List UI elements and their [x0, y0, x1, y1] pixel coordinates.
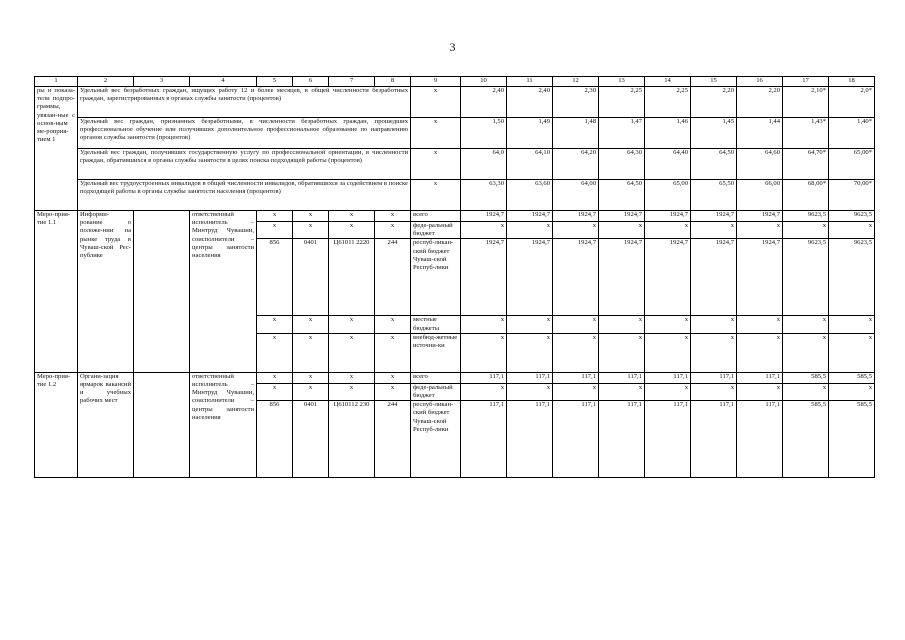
indicator-value: 64,0 [461, 149, 507, 180]
indicator-value: 1,49 [507, 118, 553, 149]
funding-value: x [691, 383, 737, 400]
header-cell: 5 [257, 77, 293, 87]
header-row [35, 77, 875, 87]
indicator-value: 1,45 [691, 118, 737, 149]
budget-code: Ц610112 230 [329, 401, 375, 478]
funding-value: x [829, 222, 875, 239]
indicator-value: 1,43* [783, 118, 829, 149]
measure-title: Информи-рование о положе-нии на рынке труда в Чуваш-ской Рес-публике [78, 211, 134, 373]
funding-value: 1924,7 [553, 239, 599, 316]
indicator-value: 64,00 [553, 180, 599, 211]
indicator-description: Удельный вес граждан, получивших государственную услугу по профессиональной ориентации, в численности граждан, обратившихся в органы службы занятости в целях поиска подходящей работы (процентов) [78, 149, 411, 180]
funding-value: 1924,7 [599, 239, 645, 316]
budget-code: x [293, 333, 329, 372]
funding-value: 1924,7 [553, 211, 599, 222]
budget-code: x [293, 222, 329, 239]
funding-value: x [599, 333, 645, 372]
budget-code: x [293, 211, 329, 222]
funding-value: x [829, 383, 875, 400]
indicator-row [35, 180, 875, 211]
indicator-value: 2,0* [829, 87, 875, 118]
funding-value: x [645, 333, 691, 372]
budget-code: 0401 [293, 239, 329, 316]
funding-value: 1924,7 [507, 239, 553, 316]
indicator-value: 64,20 [553, 149, 599, 180]
funding-value: 117,1 [645, 372, 691, 383]
funding-value: x [461, 222, 507, 239]
funding-value: x [599, 383, 645, 400]
header-cell: 3 [134, 77, 190, 87]
indicator-value: 2,30 [553, 87, 599, 118]
indicator-description: Удельный вес граждан, признанных безработными, в численности безработных граждан, прошедших профессиональное обучение или получивших дополнительное профессиональное образование по направлению органов службы занятости (процентов) [78, 118, 411, 149]
funding-value: 1924,7 [645, 211, 691, 222]
header-cell: 1 [35, 77, 78, 87]
budget-code: x [375, 333, 411, 372]
funding-value: 117,1 [599, 372, 645, 383]
header-cell: 11 [507, 77, 553, 87]
budget-code: x [293, 316, 329, 333]
funding-source: всего [411, 211, 461, 222]
header-cell: 16 [737, 77, 783, 87]
funding-value: 117,1 [461, 401, 507, 478]
funding-source: респуб-ликан-ский бюджет Чуваш-ской Респуб-лики [411, 239, 461, 316]
indicator-value: 1,47 [599, 118, 645, 149]
funding-source: внебюд-жетные источни-ки [411, 333, 461, 372]
funding-value: 585,5 [783, 401, 829, 478]
header-cell: 10 [461, 77, 507, 87]
indicator-mark: x [411, 149, 461, 180]
budget-code: x [257, 211, 293, 222]
funding-value: x [507, 316, 553, 333]
indicator-value: 65,00* [829, 149, 875, 180]
budget-code: x [293, 383, 329, 400]
header-cell: 2 [78, 77, 134, 87]
indicator-value: 63,60 [507, 180, 553, 211]
funding-value: x [507, 333, 553, 372]
funding-value: 117,1 [507, 401, 553, 478]
funding-value: 117,1 [737, 401, 783, 478]
funding-value: 9623,5 [783, 239, 829, 316]
indicator-mark: x [411, 87, 461, 118]
indicator-value: 2,40 [507, 87, 553, 118]
indicator-value: 66,00 [737, 180, 783, 211]
indicator-mark: x [411, 180, 461, 211]
budget-code: x [257, 383, 293, 400]
funding-source: феде-ральный бюджет [411, 383, 461, 400]
indicator-value: 64,50 [599, 180, 645, 211]
indicator-value: 1,48 [553, 118, 599, 149]
budget-code: x [257, 372, 293, 383]
measure-label: Меро-прия-тие 1.1 [35, 211, 78, 373]
funding-value: x [645, 222, 691, 239]
funding-source: местные бюджеты [411, 316, 461, 333]
indicator-value: 64,40 [645, 149, 691, 180]
funding-value: x [691, 316, 737, 333]
funding-value: x [553, 333, 599, 372]
header-cell: 7 [329, 77, 375, 87]
budget-code: x [329, 372, 375, 383]
funding-value: 1924,7 [461, 239, 507, 316]
funding-value: x [783, 222, 829, 239]
budget-code: 244 [375, 401, 411, 478]
header-cell: 14 [645, 77, 691, 87]
indicator-value: 64,30 [599, 149, 645, 180]
indicator-value: 2,20 [691, 87, 737, 118]
budget-code: x [329, 211, 375, 222]
measure-row [35, 211, 875, 222]
measure-label: Меро-прия-тие 1.2 [35, 372, 78, 477]
funding-value: x [645, 316, 691, 333]
indicator-value: 64,70* [783, 149, 829, 180]
funding-value: x [507, 222, 553, 239]
indicator-description: Удельный вес трудоустроенных инвалидов в общей численности инвалидов, обратившихся за содействием в поиске подходящей работы в органы службы занятости населения (процентов) [78, 180, 411, 211]
budget-code: 244 [375, 239, 411, 316]
funding-value: 585,5 [783, 372, 829, 383]
indicator-value: 2,25 [645, 87, 691, 118]
funding-value: x [737, 316, 783, 333]
budget-code: x [257, 222, 293, 239]
funding-value: 117,1 [691, 372, 737, 383]
header-cell: 9 [411, 77, 461, 87]
funding-value: x [645, 383, 691, 400]
funding-value: 117,1 [461, 372, 507, 383]
indicator-description: Удельный вес безработных граждан, ищущих работу 12 и более месяцев, в общей численности безработных граждан, зарегистрированных в органах службы занятости (процентов) [78, 87, 411, 118]
funding-value: x [783, 383, 829, 400]
funding-value: 1924,7 [737, 211, 783, 222]
funding-value: 9623,5 [829, 211, 875, 222]
funding-value: 117,1 [507, 372, 553, 383]
measure-executor: ответственный исполнитель – Минтруд Чувашии, соисполнители – центры занятости населения [190, 211, 257, 373]
measure-row [35, 372, 875, 383]
funding-value: x [553, 222, 599, 239]
budget-code: x [257, 333, 293, 372]
indicator-value: 2,25 [599, 87, 645, 118]
indicator-value: 65,50 [691, 180, 737, 211]
funding-value: x [783, 333, 829, 372]
indicator-value: 64,10 [507, 149, 553, 180]
funding-value: 117,1 [737, 372, 783, 383]
header-cell: 6 [293, 77, 329, 87]
funding-value: 585,5 [829, 401, 875, 478]
empty-cell [134, 372, 190, 477]
header-cell: 4 [190, 77, 257, 87]
header-cell: 13 [599, 77, 645, 87]
funding-value: x [461, 316, 507, 333]
indicator-mark: x [411, 118, 461, 149]
funding-value: x [599, 222, 645, 239]
indicators-label: ры н показа-тели подпро-граммы, увязан-ные с основ-ным ме-роприя-тием 1 [35, 87, 78, 211]
budget-code: 856 [257, 401, 293, 478]
page-number: 3 [449, 40, 456, 54]
funding-source: всего [411, 372, 461, 383]
budget-code: x [375, 222, 411, 239]
funding-value: x [783, 316, 829, 333]
funding-value: 585,5 [829, 372, 875, 383]
measure-executor: ответственный исполнитель – Минтруд Чувашии, соисполнители – центры занятости населения [190, 372, 257, 477]
budget-code: x [329, 222, 375, 239]
funding-value: x [829, 316, 875, 333]
funding-source: феде-ральный бюджет [411, 222, 461, 239]
funding-value: x [737, 333, 783, 372]
indicator-row [35, 87, 875, 118]
indicator-value: 1,50 [461, 118, 507, 149]
funding-value: 1924,7 [691, 211, 737, 222]
budget-code: x [329, 383, 375, 400]
measure-title: Органи-зация ярмарок вакансий и учебных рабочих мест [78, 372, 134, 477]
funding-value: 1924,7 [507, 211, 553, 222]
indicator-row [35, 118, 875, 149]
funding-value: 9623,5 [783, 211, 829, 222]
indicator-value: 63,30 [461, 180, 507, 211]
budget-code: 856 [257, 239, 293, 316]
funding-value: 117,1 [645, 401, 691, 478]
indicator-value: 65,00 [645, 180, 691, 211]
funding-value: 117,1 [553, 401, 599, 478]
indicator-value: 1,40* [829, 118, 875, 149]
header-cell: 17 [783, 77, 829, 87]
funding-value: 117,1 [599, 401, 645, 478]
funding-value: 117,1 [553, 372, 599, 383]
indicator-value: 1,46 [645, 118, 691, 149]
budget-code: x [329, 316, 375, 333]
funding-value: x [553, 383, 599, 400]
funding-value: 1924,7 [599, 211, 645, 222]
indicator-value: 2,40 [461, 87, 507, 118]
budget-code: x [375, 316, 411, 333]
funding-value: x [691, 222, 737, 239]
indicator-value: 64,50 [691, 149, 737, 180]
funding-value: x [737, 383, 783, 400]
budget-code: x [375, 372, 411, 383]
indicator-value: 2,10* [783, 87, 829, 118]
header-cell: 8 [375, 77, 411, 87]
budget-code: 0401 [293, 401, 329, 478]
funding-value: x [553, 316, 599, 333]
budget-code: x [329, 333, 375, 372]
indicator-value: 2,20 [737, 87, 783, 118]
funding-value: 1924,7 [737, 239, 783, 316]
empty-cell [134, 211, 190, 373]
budget-code: x [375, 211, 411, 222]
indicator-value: 1,44 [737, 118, 783, 149]
funding-value: x [691, 333, 737, 372]
funding-value: x [461, 383, 507, 400]
budget-code: x [257, 316, 293, 333]
funding-value: x [461, 333, 507, 372]
funding-value: 1924,7 [645, 239, 691, 316]
header-cell: 12 [553, 77, 599, 87]
funding-value: 117,1 [691, 401, 737, 478]
funding-source: респуб-ликан-ский бюджет Чуваш-ской Респуб-лики [411, 401, 461, 478]
funding-value: x [507, 383, 553, 400]
program-table [34, 76, 875, 478]
header-cell: 18 [829, 77, 875, 87]
indicator-value: 70,00* [829, 180, 875, 211]
funding-value: 9623,5 [829, 239, 875, 316]
header-cell: 15 [691, 77, 737, 87]
funding-value: x [829, 333, 875, 372]
indicator-value: 64,60 [737, 149, 783, 180]
funding-value: 1924,7 [691, 239, 737, 316]
funding-value: x [599, 316, 645, 333]
budget-code: x [375, 383, 411, 400]
budget-code: Ц61011 2220 [329, 239, 375, 316]
indicator-row [35, 149, 875, 180]
budget-code: x [293, 372, 329, 383]
funding-value: x [737, 222, 783, 239]
indicator-value: 68,00* [783, 180, 829, 211]
funding-value: 1924,7 [461, 211, 507, 222]
